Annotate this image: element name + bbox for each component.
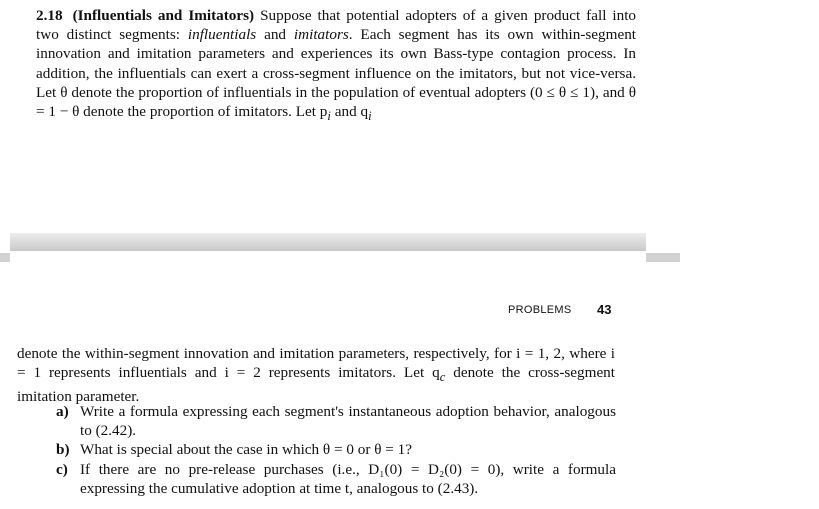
question-item xyxy=(56,402,616,440)
page-gap-bar xyxy=(10,233,646,251)
question-label: a) xyxy=(56,403,69,420)
problem-title: (Influentials and Imitators) xyxy=(72,7,255,24)
term-imitators: imitators xyxy=(293,26,349,44)
problem-paragraph xyxy=(36,6,636,126)
term-influentials: influentials xyxy=(187,26,257,44)
subscript-c: c xyxy=(439,370,446,385)
question-label: b) xyxy=(56,441,70,459)
problem-text: and q xyxy=(330,103,369,121)
question-text: What is special about the case in which θ = 0 or θ = 1? xyxy=(80,441,412,459)
problem-text: . Each segment has its own within-segment innovation and imitation parameters and experiences its own Bass-type contagion process. In addition, the influentials can exert a cross-segment influence on the imitators, but not vice-versa. Let θ denote the proportion of influentials in the population of eventual adopters (0 ≤ θ ≤ 1), and θ = 1 − θ denote the proportion of imitators. Let p xyxy=(36,26,637,121)
page-top xyxy=(0,0,680,230)
subscript-i: i xyxy=(368,109,372,124)
question-item xyxy=(56,440,616,459)
page-number: 43 xyxy=(597,302,612,317)
question-text: If there are no pre-release purchases (i.e., D₁(0) = D₂(0) = 0), write a formula expressing the cumulative adoption at time t, analogous to (2.43). xyxy=(80,460,616,497)
question-label: c) xyxy=(56,460,68,478)
problem-text: and xyxy=(256,26,294,44)
continuation-paragraph xyxy=(17,344,615,407)
problem-number: 2.18 xyxy=(36,7,63,24)
subscript-i: i xyxy=(327,109,331,124)
continuation-text: denote the within-segment innovation and imitation parameters, respectively, for i = 1, 2, where i = 1 represents influentials and i = 2 represents imitators. Let q xyxy=(17,345,615,382)
question-item xyxy=(56,460,616,498)
problem-text: Suppose that potential adopters of a given product fall into two distinct segments: xyxy=(36,7,637,44)
question-list xyxy=(56,402,616,498)
continuation-text: denote the cross-segment imitation parameter. xyxy=(17,364,615,406)
running-head: PROBLEMS xyxy=(508,304,572,316)
question-text: Write a formula expressing each segment's instantaneous adoption behavior, analogous to (2.42). xyxy=(80,403,616,440)
